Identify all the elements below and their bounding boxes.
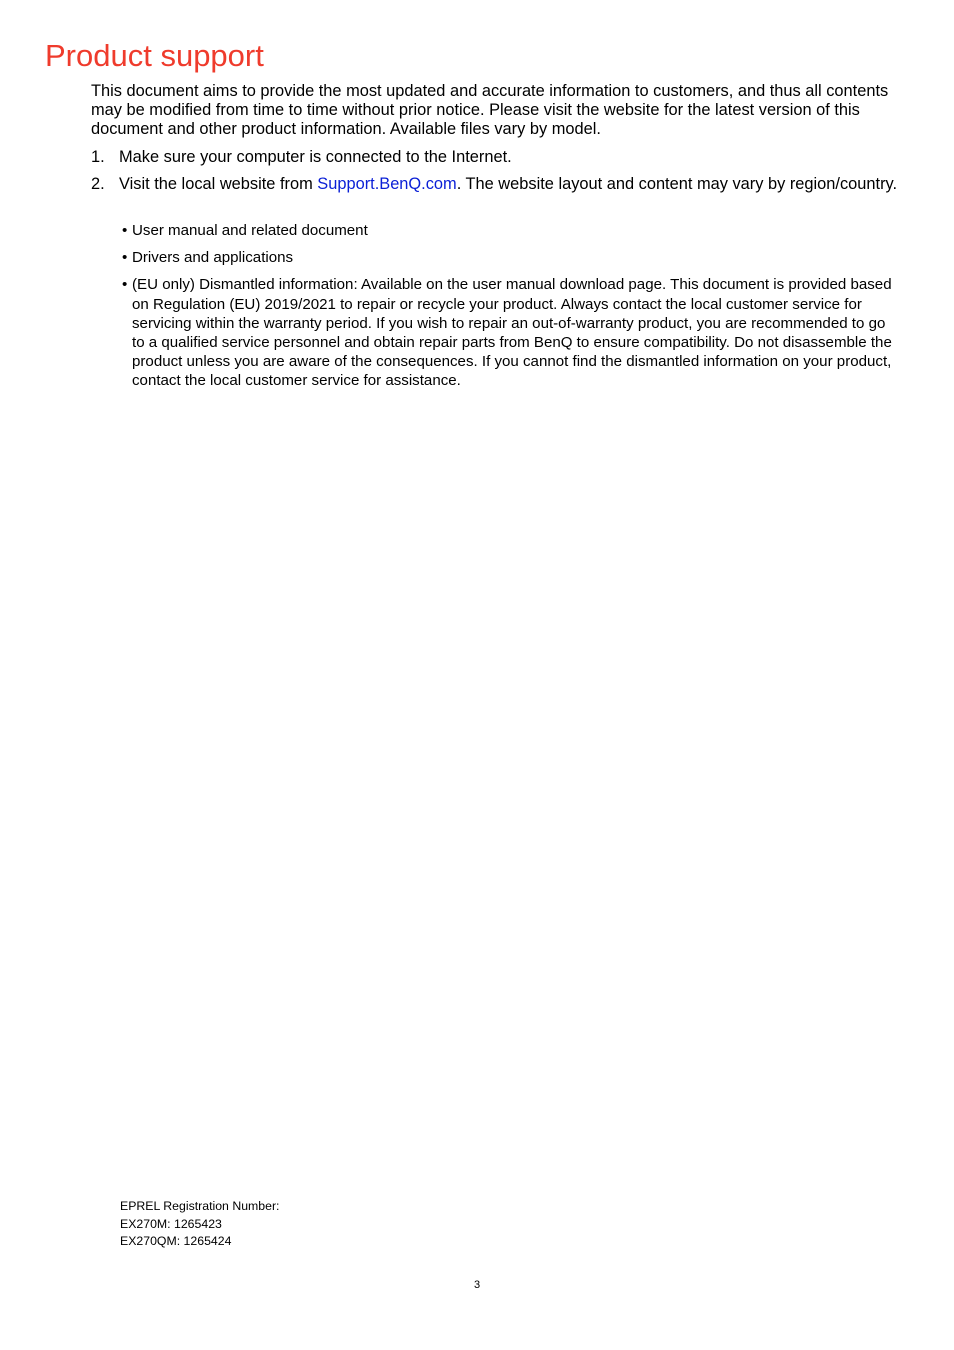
bullet-item-drivers: [122, 248, 902, 267]
bullet-text: Drivers and applications: [132, 249, 294, 267]
step-number: 2.: [91, 175, 105, 193]
step-text-after-link: . The website layout and content may vary by region/country.: [456, 175, 898, 193]
bullet-text: User manual and related document: [132, 222, 368, 239]
step-text: Make sure your computer is connected to the Internet.: [119, 148, 512, 166]
step-item-1: [91, 148, 903, 167]
eprel-heading: EPREL Registration Number:: [120, 1199, 280, 1213]
bullet-text: (EU only) Dismantled information: Available on the user manual download page. This document is provided based on Regulation (EU) 2019/2021 to repair or recycle your product. Always contact the local customer service for servicing within the warranty period. If you wish to repair an out-of-warranty product, you are recommended to go to a qualified service personnel and obtain repair parts from BenQ to ensure compatibility. Do not disassemble the product unless you are aware of the consequences. If you cannot find the dismantled information on your product, contact the local customer service for assistance.: [132, 276, 892, 390]
step-item-2: [91, 175, 903, 194]
eprel-line-ex270qm: EX270QM: 1265424: [120, 1234, 232, 1248]
step-text-before-link: Visit the local website from: [119, 175, 318, 193]
support-benq-link[interactable]: Support.BenQ.com: [317, 175, 457, 193]
page-number: 3: [473, 1279, 481, 1291]
intro-paragraph: This document aims to provide the most updated and accurate information to customers, and thus all contents may be modified from time to time without prior notice. Please visit the website for the latest version of this document and other product information. Available files vary by model.: [91, 82, 889, 138]
step-number: 1.: [91, 148, 105, 166]
bullet-item-dismantled-info: [122, 275, 902, 390]
eprel-registration-block: [120, 1198, 279, 1251]
steps-list: [91, 148, 903, 202]
bullet-item-user-manual: [122, 221, 902, 240]
bullet-list: [122, 221, 902, 399]
bullet-icon: •: [122, 249, 128, 267]
page-title: Product support: [45, 38, 264, 73]
bullet-icon: •: [122, 222, 128, 239]
bullet-icon: •: [122, 276, 128, 294]
eprel-line-ex270m: EX270M: 1265423: [120, 1216, 222, 1231]
